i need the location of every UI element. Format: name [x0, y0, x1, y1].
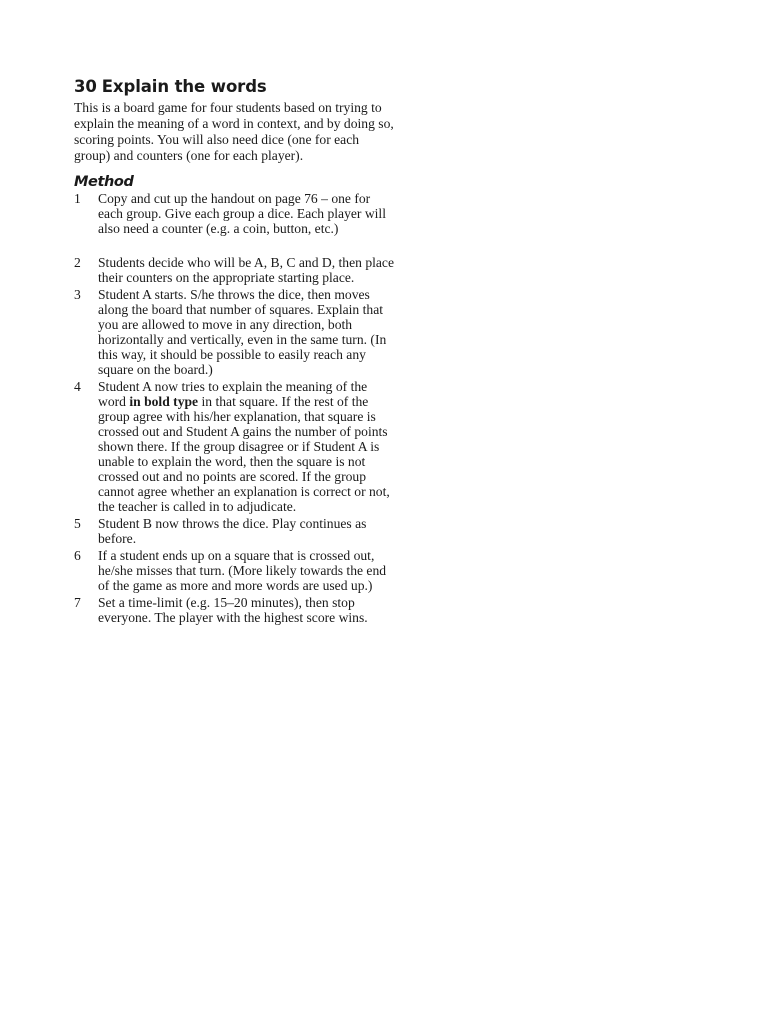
step-item — [74, 287, 394, 377]
step-number: 2 — [74, 255, 81, 270]
step-item — [74, 379, 394, 514]
step-text-after: in that square. If the rest of the group agree with his/her explanation, that square is crossed out and Student A gains the number of points shown there. If the group disagree or if Student A is unable to explain the word, then the square is not crossed out and no points are scored. If the group cannot agree whether an explanation is correct or not, the teacher is called in to adjudicate. — [98, 394, 390, 514]
step-number: 7 — [74, 595, 81, 610]
step-number: 3 — [74, 287, 81, 302]
step-item — [74, 516, 394, 546]
step-text-before: Student A now tries to explain the meaning of the word — [98, 379, 368, 409]
intro-paragraph: This is a board game for four students based on trying to explain the meaning of a word in context, and by doing so, scoring points. You will also need dice (one for each group) and counters (one for each player). — [74, 100, 394, 163]
step-text — [98, 379, 390, 514]
method-steps-list — [74, 191, 394, 625]
section-number: 30 — [74, 77, 97, 96]
step-text: Students decide who will be A, B, C and D, then place their counters on the appropriate starting place. — [98, 255, 394, 285]
step-item — [74, 255, 394, 285]
step-text: Student B now throws the dice. Play continues as before. — [98, 516, 367, 546]
step-text: Student A starts. S/he throws the dice, then moves along the board that number of squares. Explain that you are allowed to move in any direction, both horizontally and vertically, even in the same turn. (In this way, it should be possible to easily reach any square on the board.) — [98, 287, 387, 377]
step-text: Copy and cut up the handout on page 76 – one for each group. Give each group a dice. Each player will also need a counter (e.g. a coin, button, etc.) — [98, 191, 386, 236]
step-number: 6 — [74, 548, 81, 563]
step-item — [74, 548, 394, 593]
step-text-bold: in bold type — [129, 394, 199, 409]
step-number: 4 — [74, 379, 81, 394]
method-heading: Method — [74, 174, 134, 190]
document-page — [74, 76, 394, 625]
step-text: If a student ends up on a square that is crossed out, he/she misses that turn. (More likely towards the end of the game as more and more words are used up.) — [98, 548, 387, 593]
section-heading — [74, 76, 394, 98]
step-item — [74, 595, 394, 625]
step-text: Set a time-limit (e.g. 15–20 minutes), then stop everyone. The player with the highest score wins. — [98, 595, 368, 625]
step-item — [74, 191, 394, 236]
step-number: 5 — [74, 516, 81, 531]
section-title: Explain the words — [101, 77, 267, 96]
step-number: 1 — [74, 191, 81, 206]
